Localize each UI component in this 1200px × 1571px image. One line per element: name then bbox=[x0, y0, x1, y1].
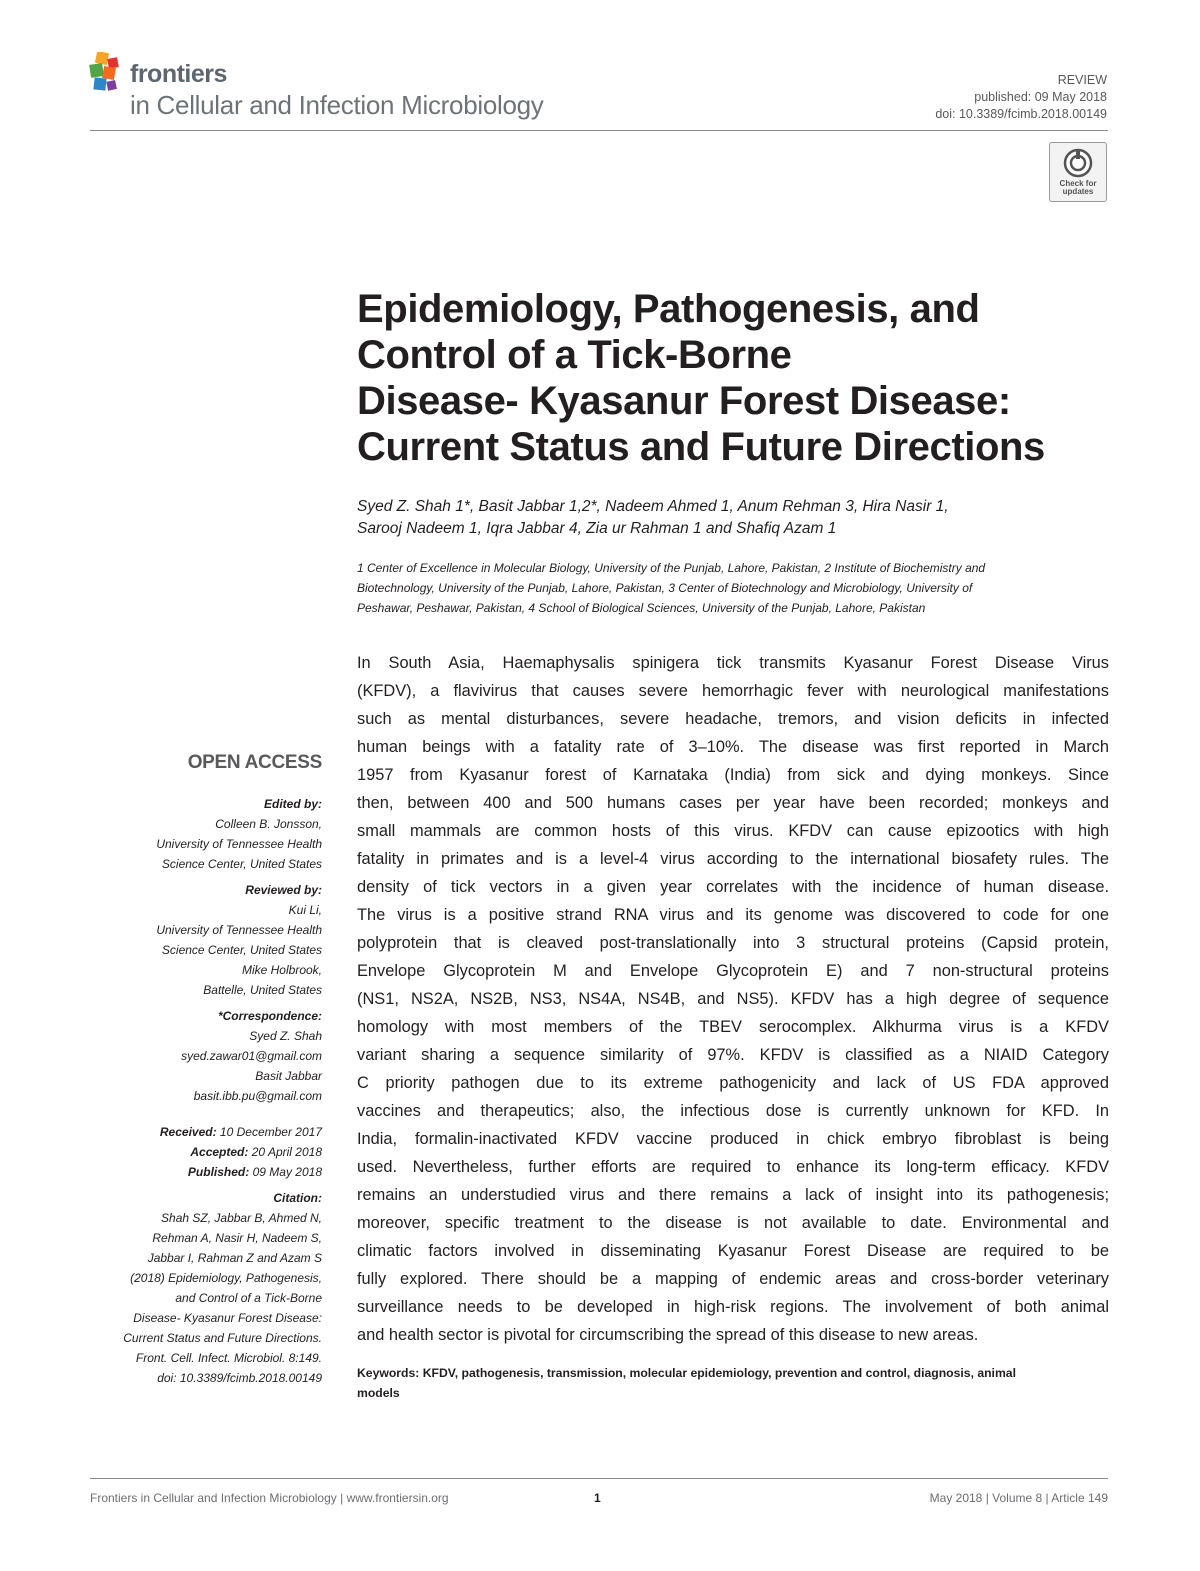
affiliation-line: 1 Center of Excellence in Molecular Biology, University of the Punjab, Lahore, Pakistan, 2 Institute of Biochemistry and bbox=[357, 561, 986, 575]
abstract-line: India, formalin-inactivated KFDV vaccine produced in chick embryo fibroblast is being bbox=[357, 1130, 1109, 1148]
received-date: 10 December 2017 bbox=[219, 1125, 322, 1139]
citation-line: Jabbar I, Rahman Z and Azam S bbox=[147, 1251, 322, 1265]
abstract-line: In South Asia, Haemaphysalis spinigera tick transmits Kyasanur Forest Disease Virus bbox=[357, 654, 1109, 672]
abstract-line: and health sector is pivotal for circumscribing the spread of this disease to new areas. bbox=[357, 1326, 979, 1344]
abstract-line: Envelope Glycoprotein M and Envelope Glycoprotein E) and 7 non-structural proteins bbox=[357, 962, 1109, 980]
author-list bbox=[357, 496, 1109, 540]
reviewer-line: Mike Holbrook, bbox=[241, 963, 322, 977]
citation-line: Current Status and Future Directions. bbox=[123, 1331, 322, 1345]
abstract-line: vaccines and therapeutics; also, the infectious dose is currently unknown for KFD. In bbox=[357, 1102, 1109, 1120]
editor-line: University of Tennessee Health bbox=[156, 837, 322, 851]
reviewer-line: Kui Li, bbox=[288, 903, 322, 917]
correspondence-label: *Correspondence: bbox=[217, 1009, 322, 1023]
citation-line: Shah SZ, Jabbar B, Ahmed N, bbox=[161, 1211, 322, 1225]
received-label: Received: bbox=[159, 1125, 217, 1139]
footer-divider bbox=[90, 1478, 1108, 1479]
page-number: 1 bbox=[594, 1491, 601, 1505]
reviewer-line: University of Tennessee Health bbox=[156, 923, 322, 937]
doi-link[interactable]: doi: 10.3389/fcimb.2018.00149 bbox=[935, 107, 1107, 121]
edited-by-label: Edited by: bbox=[263, 797, 322, 811]
abstract-line: remains an understudied virus and there remains a lack of insight into its pathogenesis; bbox=[357, 1186, 1109, 1204]
check-for-updates-label: Check for updates bbox=[1059, 179, 1097, 196]
abstract-line: polyprotein that is cleaved post-translationally into 3 structural proteins (Capsid protein, bbox=[357, 934, 1109, 952]
title-line: Control of a Tick-Borne bbox=[357, 333, 792, 377]
reviewed-by-label: Reviewed by: bbox=[245, 883, 322, 897]
abstract-line: fully explored. There should be a mapping of endemic areas and cross-border veterinary bbox=[357, 1270, 1109, 1288]
title-line: Disease- Kyasanur Forest Disease: bbox=[357, 379, 1011, 423]
sidebar-published-date: 09 May 2018 bbox=[252, 1165, 322, 1179]
abstract-line: (KFDV), a flavivirus that causes severe hemorrhagic fever with neurological manifestations bbox=[357, 682, 1109, 700]
citation-label: Citation: bbox=[273, 1191, 322, 1205]
correspondence-email[interactable]: syed.zawar01@gmail.com bbox=[181, 1049, 322, 1063]
abstract-line: surveillance needs to be developed in high-risk regions. The involvement of both animal bbox=[357, 1298, 1109, 1316]
citation-line: and Control of a Tick-Borne bbox=[175, 1291, 322, 1305]
abstract-line: homology with most members of the TBEV serocomplex. Alkhurma virus is a KFDV bbox=[357, 1018, 1109, 1036]
abstract-line: (NS1, NS2A, NS2B, NS3, NS4A, NS4B, and NS5). KFDV has a high degree of sequence bbox=[357, 990, 1109, 1008]
editor-line: Science Center, United States bbox=[161, 857, 322, 871]
abstract-line: such as mental disturbances, severe headache, tremors, and vision deficits in infected bbox=[357, 710, 1109, 728]
abstract-line: C priority pathogen due to its extreme pathogenicity and lack of US FDA approved bbox=[357, 1074, 1109, 1092]
abstract-line: moreover, specific treatment to the disease is not available to date. Environmental and bbox=[357, 1214, 1109, 1232]
keywords bbox=[357, 1363, 1109, 1403]
abstract-line: human beings with a fatality rate of 3–10%. The disease was first reported in March bbox=[357, 738, 1109, 756]
authors-line: Sarooj Nadeem 1, Iqra Jabbar 4, Zia ur Rahman 1 and Shafiq Azam 1 bbox=[357, 520, 837, 537]
abstract-line: The virus is a positive strand RNA virus and its genome was discovered to code for one bbox=[357, 906, 1109, 924]
correspondence-line: Syed Z. Shah bbox=[249, 1029, 322, 1043]
keywords-label: Keywords: bbox=[357, 1366, 420, 1380]
citation-doi[interactable]: doi: 10.3389/fcimb.2018.00149 bbox=[157, 1371, 322, 1385]
open-access-label: OPEN ACCESS bbox=[187, 752, 322, 773]
brand-name: frontiers bbox=[130, 60, 227, 88]
check-for-updates-button[interactable] bbox=[1049, 142, 1107, 202]
abstract-line: 1957 from Kyasanur forest of Karnataka (India) from sick and dying monkeys. Since bbox=[357, 766, 1109, 784]
citation-line: Rehman A, Nasir H, Nadeem S, bbox=[152, 1231, 322, 1245]
sidebar bbox=[62, 750, 322, 1388]
journal-name: in Cellular and Infection Microbiology bbox=[130, 90, 544, 120]
abstract-line: density of tick vectors in a given year correlates with the incidence of human disease. bbox=[357, 878, 1109, 896]
title-line: Epidemiology, Pathogenesis, and bbox=[357, 287, 980, 331]
affiliation-line: Biotechnology, University of the Punjab, Lahore, Pakistan, 3 Center of Biotechnology and Microbiology, University of bbox=[357, 581, 973, 595]
editor-line: Colleen B. Jonsson, bbox=[215, 817, 322, 831]
article-meta bbox=[935, 72, 1107, 123]
citation-line: (2018) Epidemiology, Pathogenesis, bbox=[130, 1271, 322, 1285]
citation-line: Disease- Kyasanur Forest Disease: bbox=[133, 1311, 322, 1325]
abstract-line: variant sharing a sequence similarity of 97%. KFDV is classified as a NIAID Category bbox=[357, 1046, 1109, 1064]
frontiers-logo-icon bbox=[88, 52, 126, 96]
abstract-line: used. Nevertheless, further efforts are required to enhance its long-term efficacy. KFDV bbox=[357, 1158, 1109, 1176]
title-line: Current Status and Future Directions bbox=[357, 425, 1045, 469]
published-date: published: 09 May 2018 bbox=[974, 90, 1107, 104]
crossmark-icon bbox=[1063, 148, 1093, 178]
abstract-line: climatic factors involved in disseminating Kyasanur Forest Disease are required to be bbox=[357, 1242, 1109, 1260]
footer-issue-info: May 2018 | Volume 8 | Article 149 bbox=[929, 1491, 1108, 1505]
correspondence-line: Basit Jabbar bbox=[255, 1069, 322, 1083]
affiliation-line: Peshawar, Peshawar, Pakistan, 4 School of Biological Sciences, University of the Punjab, Lahore, Pakistan bbox=[357, 601, 926, 615]
abstract-line: fatality in primates and is a level-4 virus according to the international biosafety rules. The bbox=[357, 850, 1109, 868]
abstract-line: small mammals are common hosts of this virus. KFDV can cause epizootics with high bbox=[357, 822, 1109, 840]
reviewer-line: Battelle, United States bbox=[203, 983, 322, 997]
accepted-label: Accepted: bbox=[190, 1145, 249, 1159]
article-title bbox=[357, 286, 1117, 470]
citation-line: Front. Cell. Infect. Microbiol. 8:149. bbox=[135, 1351, 322, 1365]
authors-line: Syed Z. Shah 1*, Basit Jabbar 1,2*, Nadeem Ahmed 1, Anum Rehman 3, Hira Nasir 1, bbox=[357, 498, 949, 515]
published-label: Published: bbox=[187, 1165, 250, 1179]
footer-journal-link[interactable]: Frontiers in Cellular and Infection Microbiology | www.frontiersin.org bbox=[90, 1491, 449, 1505]
abstract bbox=[357, 649, 1109, 1349]
keywords-values-cont: models bbox=[357, 1386, 400, 1400]
correspondence-email[interactable]: basit.ibb.pu@gmail.com bbox=[193, 1089, 322, 1103]
abstract-line: then, between 400 and 500 humans cases per year have been recorded; monkeys and bbox=[357, 794, 1109, 812]
keywords-values: KFDV, pathogenesis, transmission, molecular epidemiology, prevention and control, diagnosis, animal bbox=[422, 1366, 1016, 1380]
article-type: REVIEW bbox=[1057, 73, 1107, 87]
affiliations bbox=[357, 558, 1109, 618]
header-divider bbox=[90, 130, 1108, 131]
reviewer-line: Science Center, United States bbox=[161, 943, 322, 957]
accepted-date: 20 April 2018 bbox=[251, 1145, 322, 1159]
